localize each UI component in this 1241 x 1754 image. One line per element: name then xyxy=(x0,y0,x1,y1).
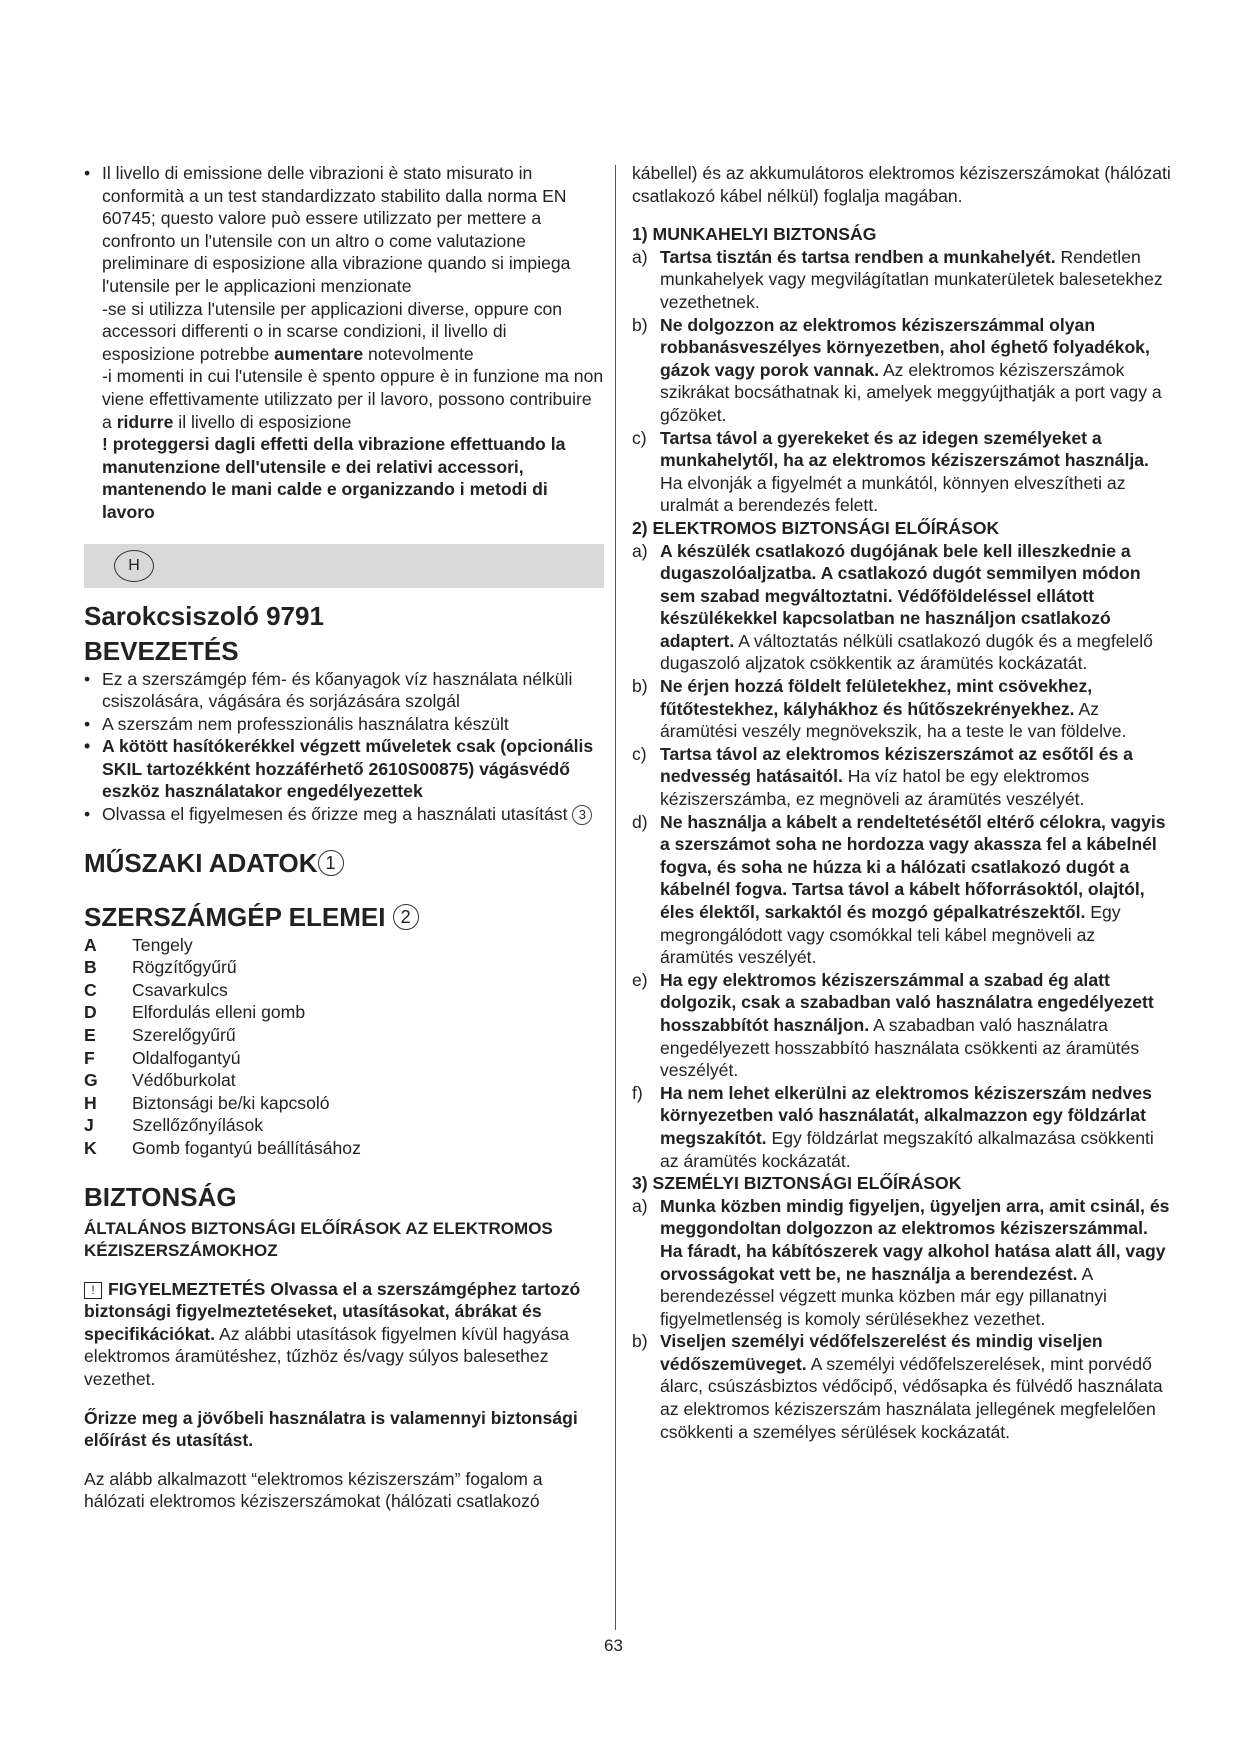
language-badge: H xyxy=(114,550,154,582)
keep-instructions: Őrizze meg a jövőbeli használatra is valamennyi biztonsági előírást és utasítást. xyxy=(84,1407,578,1451)
language-bar xyxy=(84,544,604,588)
left-column xyxy=(84,162,604,1513)
rule-2e: e) Ha egy elektromos kéziszerszámmal a szabad ég alatt dolgozik, csak a szabadban való használatra engedélyezett hosszabbítót használjon. A szabadban való használatra engedélyezett hosszabbító használata csökkenti az áramütés veszélyét. xyxy=(632,969,1154,1081)
warning-paragraph: ! FIGYELMEZTETÉS Olvassa el a szerszámgéphez tartozó biztonsági figyelmeztetéseket, utasításokat, ábrákat és specifikációkat. Az alábbi utasítások figyelmen kívül hagyása elektromos áramütéshez, tűzhöz és/vagy súlyos balesethez vezethet. xyxy=(84,1278,581,1389)
intro-bullet-2: • A szerszám nem professzionális használatra készült xyxy=(84,713,604,736)
right-column xyxy=(632,162,1172,1443)
rule-2d: d) Ne használja a kábelt a rendeltetésétől eltérő célokra, vagyis a szerszámot soha ne hordozza vagy akassza fel a kábelnél fogva, és soha ne húzza ki a hálózati csatlakozó dugót a kábelnél fogva. Tartsa távol a kábelt hőforrásoktól, olajtól, éles élektől, sarkaktól és mozgó gépalkatrészektől. Egy megrongálódott vagy csomókkal teli kábel megnöveli az áramütés veszélyét. xyxy=(632,811,1166,968)
it-warning: ! proteggersi dagli effetti della vibrazione effettuando la manutenzione dell'utensile e dei relativi accessori, mantenendo le mani calde e organizzando i metodi di lavoro xyxy=(102,434,566,522)
intro-heading: BEVEZETÉS xyxy=(84,635,239,666)
parts-heading: SZERSZÁMGÉP ELEMEI 2 xyxy=(84,900,604,934)
term-definition: Az alább alkalmazott “elektromos kéziszerszám” fogalom a hálózati elektromos kéziszerszámokat (hálózati csatlakozó xyxy=(84,1468,543,1512)
term-continued: kábellel) és az akkumulátoros elektromos kéziszerszámokat (hálózati csatlakozó kábel nélkül) foglalja magában. xyxy=(632,163,1171,206)
rule-3a: a) Munka közben mindig figyeljen, ügyeljen arra, amit csinál, és meggondoltan dolgozzon az elektromos kéziszerszámmal. Ha fáradt, ha kábítószerek vagy alkohol hatása alatt áll, vagy orvosságokat vett be, ne használja a berendezést. A berendezéssel végzett munka közben már egy pillanatnyi figyelmetlenség is komoly sérülésekhez vezethet. xyxy=(632,1195,1170,1329)
it-vibration-bullet: • Il livello di emissione delle vibrazioni è stato misurato in conformità a un test standardizzato stabilito dalla norma EN 60745; questo valore può essere utilizzato per mettere a confronto un l'utensile con un altro o come valutazione preliminare di esposizione alla vibrazione quando si impiega l'utensile per le applicazioni menzionate xyxy=(84,162,604,298)
section-1-heading: 1) MUNKAHELYI BIZTONSÁG xyxy=(632,224,877,245)
intro-bullet-4: • Olvassa el figyelmesen és őrizze meg a használati utasítást 3 xyxy=(84,803,604,826)
figure-ref-1: 1 xyxy=(318,850,344,876)
column-divider xyxy=(615,165,616,1630)
warning-icon: ! xyxy=(84,1282,102,1299)
rule-1a: a) Tartsa tisztán és tartsa rendben a munkahelyét. Rendetlen munkahelyek vagy megvilágítatlan munkaterületek balesetekhez vezethetnek. xyxy=(632,246,1163,312)
safety-subheading: ÁLTALÁNOS BIZTONSÁGI ELŐÍRÁSOK AZ ELEKTROMOS KÉZISZERSZÁMOKHOZ xyxy=(84,1218,553,1260)
safety-heading: BIZTONSÁG xyxy=(84,1181,237,1212)
figure-ref-2: 2 xyxy=(393,904,419,930)
rule-2b: b) Ne érjen hozzá földelt felületekhez, mint csövekhez, fűtőtestekhez, kályhákhoz és hűtőszekrényekhez. Az áramütési veszély megnövekszik, ha a teste le van földelve. xyxy=(632,676,1127,742)
section-3-heading: 3) SZEMÉLYI BIZTONSÁGI ELŐÍRÁSOK xyxy=(632,1173,962,1194)
page-number: 63 xyxy=(604,1636,623,1655)
section-2-heading: 2) ELEKTROMOS BIZTONSÁGI ELŐÍRÁSOK xyxy=(632,517,1000,538)
rule-1b: b) Ne dolgozzon az elektromos kéziszerszámmal olyan robbanásveszélyes környezetben, ahol éghető folyadékok, gázok vagy porok vannak. Az elektromos kéziszerszámok szikrákat bocsáthatnak ki, amelyek meggyújthatják a port vagy a gőzöket. xyxy=(632,314,1162,425)
tech-data-heading: MŰSZAKI ADATOK 1 xyxy=(84,846,604,880)
page-title: Sarokcsiszoló 9791 xyxy=(84,600,324,631)
intro-bullet-3: • A kötött hasítókerékkel végzett műveletek csak (opcionális SKIL tartozékként hozzáférhető 2610S00875) vágásvédő eszköz használatakor engedélyezettek xyxy=(84,735,604,803)
intro-bullet-1: • Ez a szerszámgép fém- és kőanyagok víz használata nélküli csiszolására, vágására és sorjázására szolgál xyxy=(84,668,604,713)
rule-3b: b) Viseljen személyi védőfelszerelést és mindig viseljen védőszemüveget. A személyi védőfelszerelések, mint porvédő álarc, csúszásbiztos védőcipő, védősapka és fülvédő használata az elektromos kéziszerszám használata jellegének megfelelően csökkenti a személyes sérülések kockázatát. xyxy=(632,1331,1163,1442)
it-sub1: -se si utilizza l'utensile per applicazioni diverse, oppure con accessori differenti o in scarse condizioni, il livello di esposizione potrebbe aumentare notevolmente xyxy=(102,298,563,364)
rule-2a: a) A készülék csatlakozó dugójának bele kell illeszkednie a dugaszolóaljzatba. A csatlakozó dugót semmilyen módon sem szabad megváltoztatni. Védőföldeléssel ellátott készülékekkel kapcsolatban ne használjon csatlakozó adaptert. A változtatás nélküli csatlakozó dugók és a megfelelő dugaszoló aljzatok csökkentik az áramütés kockázatát. xyxy=(632,540,1153,674)
figure-ref-3: 3 xyxy=(572,805,592,825)
rule-2c: c) Tartsa távol az elektromos kéziszerszámot az esőtől és a nedvesség hatásaitól. Ha víz hatol be egy elektromos kéziszerszámba, ez megnöveli az áramütés veszélyét. xyxy=(632,743,1133,810)
rule-2f: f) Ha nem lehet elkerülni az elektromos kéziszerszám nedves környezetben való használatát, alkalmazzon egy földzárlat megszakítót. Egy földzárlat megszakító alkalmazása csökkenti az áramütés kockázatát. xyxy=(632,1082,1154,1171)
parts-list: A Tengely B Rögzítőgyűrű C Csavarkulcs D Elfordulás elleni gomb E Szerelőgyűrű F Oldalfogantyú G Védőburkolat H Biztonsági be/ki kapcsoló J Szellőzőnyílások K Gomb fogantyú beállításához xyxy=(84,934,361,1158)
rule-1c: c) Tartsa távol a gyerekeket és az idegen személyeket a munkahelytől, ha az elektromos kéziszerszámot használja. Ha elvonják a figyelmét a munkától, könnyen elveszítheti az uralmát a berendezés felett. xyxy=(632,427,1149,516)
it-sub2: -i momenti in cui l'utensile è spento oppure è in funzione ma non viene effettivamente utilizzato per il lavoro, possono contribuire a ridurre il livello di esposizione xyxy=(102,366,604,432)
